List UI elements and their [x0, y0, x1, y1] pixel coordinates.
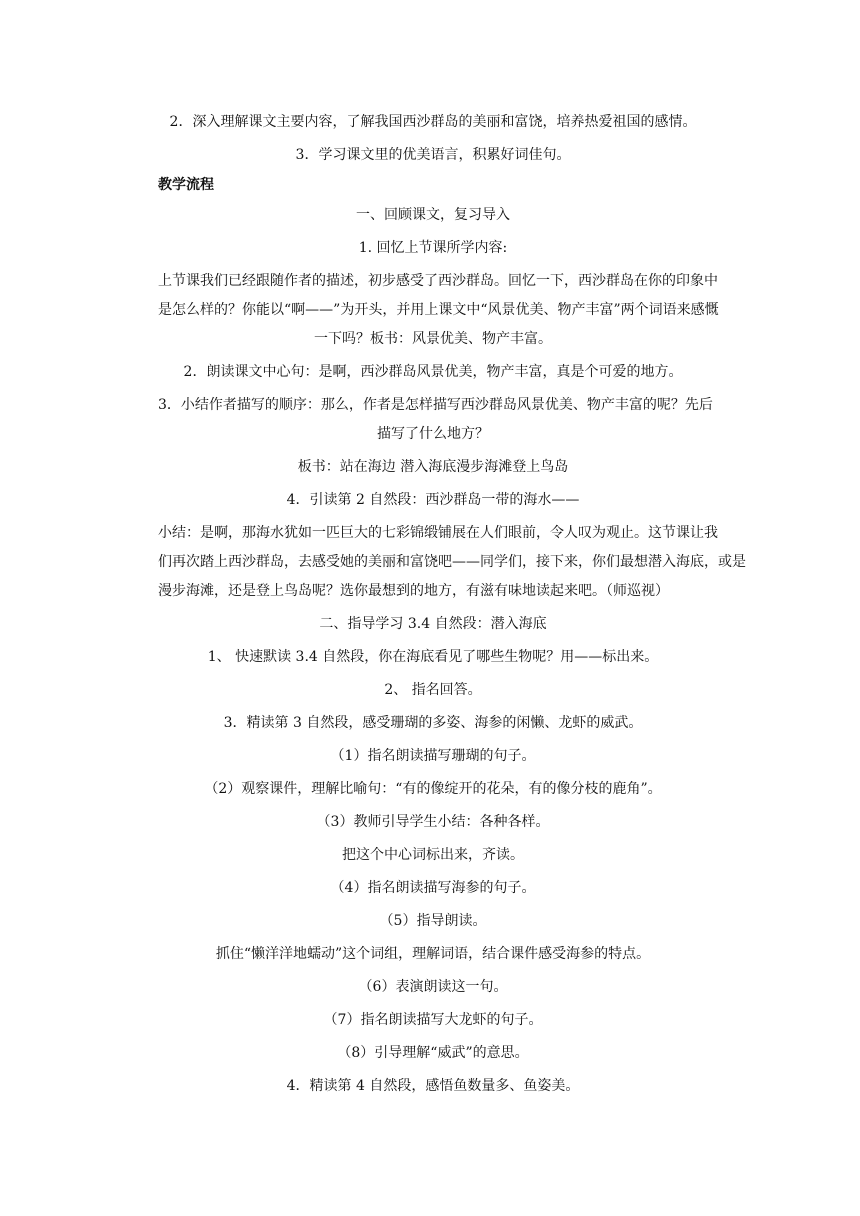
summary-paragraph [158, 524, 746, 600]
recall-paragraph-line: 一下吗？板书：风景优美、物产丰富。 [314, 331, 552, 347]
teaching-process-heading: 教学流程 [158, 177, 214, 193]
sub-step-sea-cucumber: （4）指名朗读描写海参的句子。 [330, 880, 536, 896]
recall-paragraph-line: 是怎么样的？你能以“啊——”为开头，并用上课文中“风景优美、物产丰富”两个词语来感慨 [158, 302, 719, 318]
step-answer-by-name: 2、 指名回答。 [384, 682, 482, 698]
sub-step-guided-reading-note: 抓住“懒洋洋地蠕动”这个词组，理解词语，结合课件感受海参的特点。 [215, 946, 651, 962]
step-guided-reading-paragraph-2: 4．引读第 2 自然段：西沙群岛一带的海水—— [286, 492, 580, 508]
step-close-reading-paragraph-4: 4．精读第 4 自然段，感悟鱼数量多、鱼姿美。 [286, 1078, 580, 1094]
teaching-goal-3: 3．学习课文里的优美语言，积累好词佳句。 [295, 147, 571, 163]
board-writing-note: 板书：站在海边 潜入海底漫步海滩登上鸟岛 [297, 459, 569, 475]
sub-step-summary-note: 把这个中心词标出来，齐读。 [342, 847, 524, 863]
recall-paragraph [158, 272, 719, 348]
sub-step-lobster: （7）指名朗读描写大龙虾的句子。 [323, 1012, 543, 1028]
step-recall-lesson: 1. 回忆上节课所学内容: [358, 240, 508, 256]
summary-line: 们再次踏上西沙群岛，去感受她的美丽和富饶吧——同学们，接下来，你们最想潜入海底，或是 [158, 554, 746, 570]
step-close-reading-paragraph-3: 3．精读第 3 自然段，感受珊瑚的多姿、海参的闲懒、龙虾的威武。 [223, 715, 643, 731]
summary-line: 小结：是啊，那海水犹如一匹巨大的七彩锦缎铺展在人们眼前，令人叹为观止。这节课让我 [158, 525, 718, 541]
summary-line: 漫步海滩，还是登上鸟岛呢？选你最想到的地方，有滋有味地读起来吧。（师巡视） [158, 583, 669, 599]
sub-step-guided-reading: （5）指导朗读。 [379, 913, 487, 929]
sub-step-coral: （1）指名朗读描写珊瑚的句子。 [330, 748, 536, 764]
step-summarize-order [158, 396, 713, 443]
section-title-undersea: 二、指导学习 3.4 自然段：潜入海底 [319, 616, 547, 632]
sub-step-meaning: （8）引导理解“威武”的意思。 [337, 1045, 529, 1061]
sub-step-summary: （3）教师引导学生小结：各种各样。 [316, 814, 550, 830]
summarize-order-line: 3．小结作者描写的顺序：那么，作者是怎样描写西沙群岛风景优美、物产丰富的呢？先后 [158, 397, 713, 413]
sub-step-performance-reading: （6）表演朗读这一句。 [358, 979, 508, 995]
teaching-goal-2: 2．深入理解课文主要内容，了解我国西沙群岛的美丽和富饶，培养热爱祖国的感情。 [169, 114, 697, 130]
section-title-review: 一、回顾课文，复习导入 [356, 207, 510, 223]
sub-step-metaphor: （2）观察课件，理解比喻句：“有的像绽开的花朵，有的像分枝的鹿角”。 [204, 781, 662, 797]
step-read-central-sentence: 2．朗读课文中心句：是啊，西沙群岛风景优美，物产丰富，真是个可爱的地方。 [183, 364, 683, 380]
lesson-plan-body [158, 113, 746, 1110]
recall-paragraph-line: 上节课我们已经跟随作者的描述，初步感受了西沙群岛。回忆一下，西沙群岛在你的印象中 [158, 273, 718, 289]
summarize-order-line: 描写了什么地方？ [377, 426, 489, 442]
step-silent-reading: 1、 快速默读 3.4 自然段，你在海底看见了哪些生物呢？用——标出来。 [207, 649, 659, 665]
